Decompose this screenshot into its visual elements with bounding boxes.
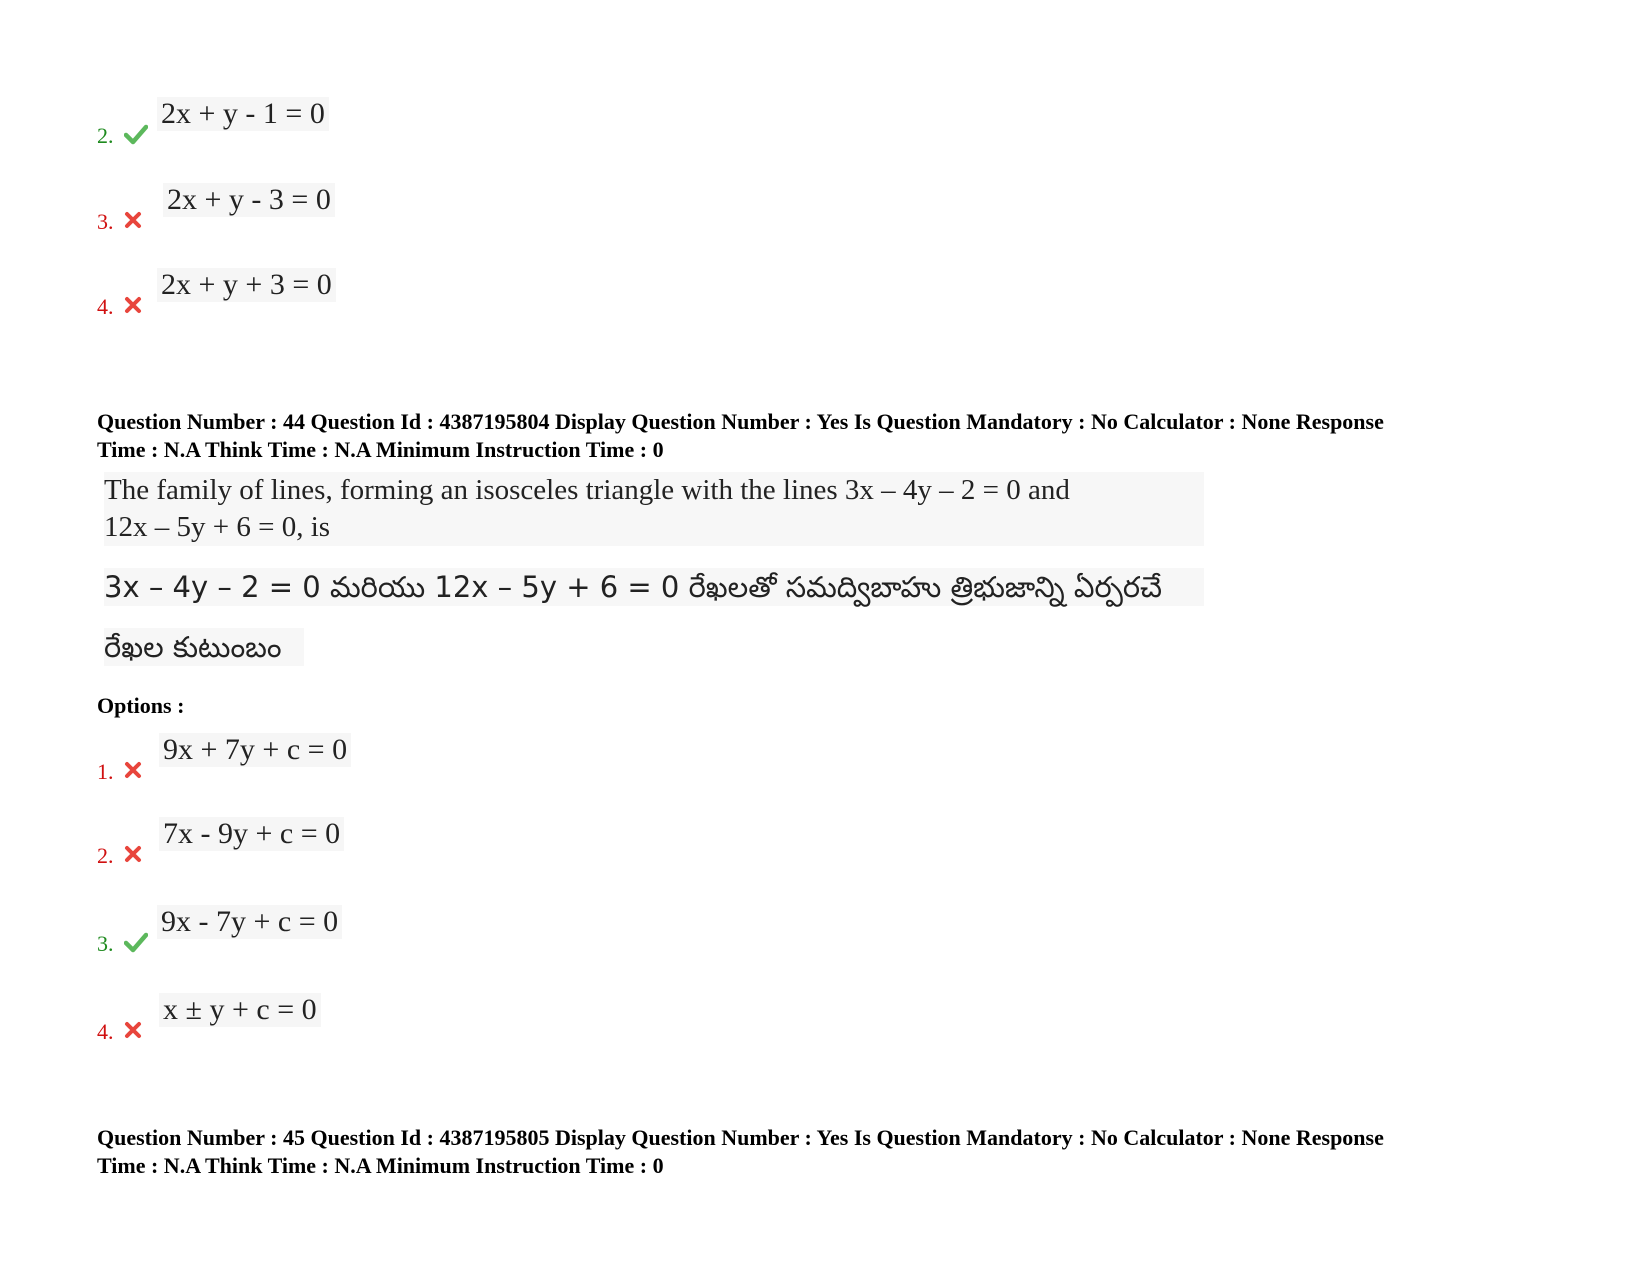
question-45-metadata	[97, 1124, 1577, 1180]
option-number: 4.	[97, 1019, 114, 1044]
metadata-line: Question Number : 45 Question Id : 4387195805 Display Question Number : Yes Is Question Mandatory : No Calculator : None Response	[97, 1125, 1384, 1150]
option-expression: 9x + 7y + c = 0	[159, 733, 351, 767]
question-44-stem-telugu	[104, 568, 1204, 606]
option-number: 2.	[97, 123, 114, 148]
cross-icon	[124, 209, 146, 231]
option-expression: 2x + y - 1 = 0	[157, 97, 329, 131]
q44-option-2	[97, 817, 697, 867]
option-expression: 9x - 7y + c = 0	[157, 905, 342, 939]
cross-icon	[124, 1019, 146, 1041]
question-44-stem-english	[104, 472, 1204, 546]
question-44-stem-telugu-cont	[104, 628, 304, 666]
metadata-line: Time : N.A Think Time : N.A Minimum Instruction Time : 0	[97, 437, 664, 462]
option-number: 3.	[97, 209, 114, 234]
q44-option-4	[97, 993, 697, 1043]
prev-option-2	[97, 97, 697, 147]
options-label: Options :	[97, 693, 185, 718]
cross-icon	[124, 294, 146, 316]
option-number: 2.	[97, 843, 114, 868]
question-44-metadata	[97, 408, 1577, 464]
option-expression: x ± y + c = 0	[159, 993, 321, 1027]
option-number: 4.	[97, 294, 114, 319]
metadata-line: Time : N.A Think Time : N.A Minimum Instruction Time : 0	[97, 1153, 664, 1178]
option-expression: 7x - 9y + c = 0	[159, 817, 344, 851]
stem-line: The family of lines, forming an isosceles triangle with the lines 3x – 4y – 2 = 0 and	[104, 474, 1070, 506]
stem-line: రేఖల కుటుంబం	[104, 630, 282, 664]
option-number: 3.	[97, 931, 114, 956]
check-icon	[124, 123, 146, 145]
q44-option-3	[97, 905, 697, 955]
option-expression: 2x + y - 3 = 0	[163, 183, 335, 217]
prev-option-3	[97, 183, 697, 233]
stem-line: 12x – 5y + 6 = 0, is	[104, 511, 331, 543]
check-icon	[124, 931, 146, 953]
option-expression: 2x + y + 3 = 0	[157, 268, 336, 302]
prev-option-4	[97, 268, 697, 318]
option-number: 1.	[97, 759, 114, 784]
cross-icon	[124, 759, 146, 781]
cross-icon	[124, 843, 146, 865]
metadata-line: Question Number : 44 Question Id : 4387195804 Display Question Number : Yes Is Question Mandatory : No Calculator : None Response	[97, 409, 1384, 434]
stem-line: 3x – 4y – 2 = 0 మరియు 12x – 5y + 6 = 0 రేఖలతో సమద్విబాహు త్రిభుజాన్ని ఏర్పరచే	[104, 570, 1163, 604]
q44-option-1	[97, 733, 697, 783]
